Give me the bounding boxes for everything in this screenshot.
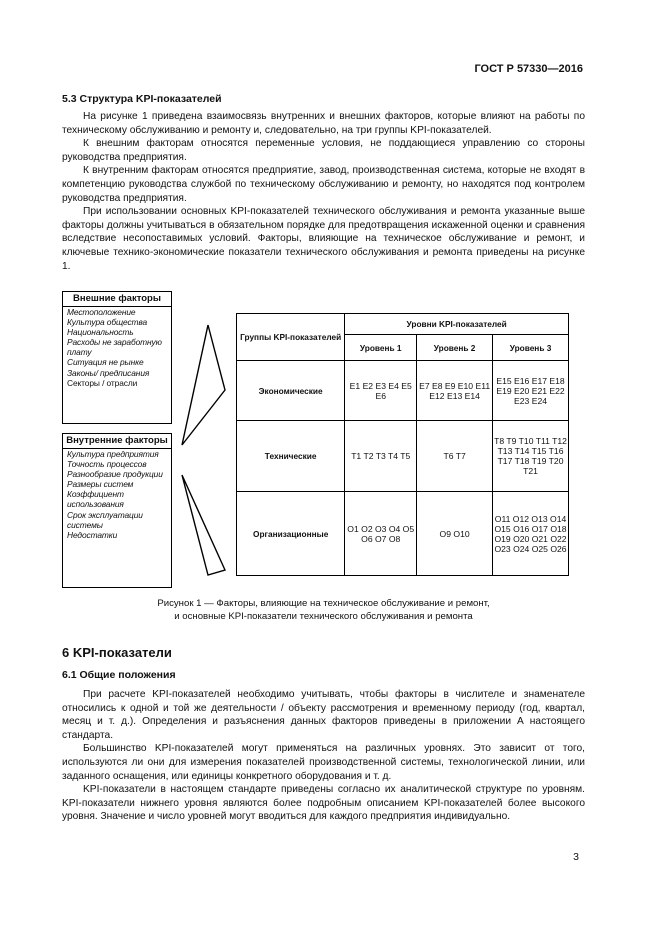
paragraph: Большинство KPI-показателей могут применяться на различных уровнях. Это зависит от того, используются ли они для измерения показателей производственной системы, технологической линии, или заданного оснащения, или единицы конкретного оборудования и т. д. <box>62 743 585 782</box>
table-row <box>237 361 569 421</box>
factor-item: Законы/ предписания <box>67 367 150 378</box>
caption-line: и основные KPI-показатели технического обслуживания и ремонта <box>174 610 473 622</box>
section-5-3-title: 5.3 Структура KPI-показателей <box>62 93 222 105</box>
section-5-3-body <box>62 110 585 273</box>
factor-item: Культура предприятия <box>67 449 159 459</box>
section-6-1-body <box>62 688 585 824</box>
factor-item: Точность процессов <box>67 459 147 470</box>
level-cell: T8 T9 T10 T11 T12 T13 T14 T15 T16 T17 T18 T19 T20 T21 <box>493 421 569 492</box>
factor-item: Ситуация не рынке <box>67 357 144 368</box>
internal-factors-box <box>62 433 172 588</box>
level-cell: O11 O12 O13 O14 O15 O16 O17 O18 O19 O20 O21 O22 O23 O24 O25 O26 <box>493 492 569 576</box>
factor-item: Размеры систем <box>67 479 134 490</box>
factor-item: Культура общества <box>67 317 148 328</box>
factor-item: Секторы / отрасли <box>67 377 138 388</box>
factor-item: Разнообразие продукции <box>67 469 163 480</box>
group-name: Технические <box>237 421 345 492</box>
factor-item: Расходы не заработную плату <box>67 337 162 358</box>
level-label: Уровень 1 <box>345 335 417 361</box>
level-cell: T1 T2 T3 T4 T5 <box>345 421 417 492</box>
page-number: 3 <box>573 851 579 863</box>
level-cell: E15 E16 E17 E18 E19 E20 E21 E22 E23 E24 <box>493 361 569 421</box>
factor-item: Недостатки <box>67 529 118 540</box>
figure-caption <box>62 598 585 623</box>
external-factors-title: Внешние факторы <box>63 292 171 307</box>
external-arrow-shape <box>182 325 225 445</box>
levels-header: Уровни KPI-показателей <box>345 314 569 335</box>
paragraph: На рисунке 1 приведена взаимосвязь внутренних и внешних факторов, которые влияют на работы по техническому обслуживанию и ремонту и, следовательно, на три группы KPI-показателей. <box>62 111 585 136</box>
table-row <box>237 421 569 492</box>
influence-arrows <box>180 315 230 585</box>
section-6-title: 6 KPI-показатели <box>62 645 172 660</box>
paragraph: KPI-показатели в настоящем стандарте приведены согласно их аналитической структуре по уровням. KPI-показатели нижнего уровня являются более подробным описанием KPI-показателей более высокого уровня. Значение и число уровней могут вводиться для каждого предприятия индивидуально. <box>62 784 585 823</box>
group-header: Группы KPI-показателей <box>237 314 345 361</box>
factor-item: Местоположение <box>67 307 136 317</box>
group-name: Экономические <box>237 361 345 421</box>
external-factors-box <box>62 291 172 424</box>
level-cell: O1 O2 O3 O4 O5 O6 O7 O8 <box>345 492 417 576</box>
paragraph: К внутренним факторам относятся предприятие, завод, производственная система, которые не входят в компетенцию руководства службой по техническому обслуживанию и ремонту, но находятся под контролем руководства предприятия. <box>62 165 585 204</box>
internal-factors-title: Внутренние факторы <box>63 434 171 449</box>
internal-arrow-shape <box>182 475 225 575</box>
group-name: Организационные <box>237 492 345 576</box>
level-cell: T6 T7 <box>417 421 493 492</box>
kpi-table <box>236 313 569 576</box>
paragraph: При расчете KPI-показателей необходимо учитывать, чтобы факторы в числителе и знаменателе относились к одной и той же деятельности / объекту рассмотрения и временному периоду (год, квартал, месяц и т. д.). Определения и разъяснения данных факторов приведены в приложении А настоящего стандарта. <box>62 689 585 741</box>
level-label: Уровень 2 <box>417 335 493 361</box>
level-cell: O9 O10 <box>417 492 493 576</box>
section-6-1-title: 6.1 Общие положения <box>62 669 176 681</box>
caption-line: Рисунок 1 — Факторы, влияющие на техническое обслуживание и ремонт, <box>157 598 490 609</box>
factor-item: Коэффициент использования <box>67 489 124 510</box>
level-label: Уровень 3 <box>493 335 569 361</box>
standard-header: ГОСТ Р 57330—2016 <box>474 63 583 75</box>
factor-item: Национальность <box>67 327 134 338</box>
level-cell: E1 E2 E3 E4 E5 E6 <box>345 361 417 421</box>
paragraph: При использовании основных KPI-показателей технического обслуживания и ремонта указанные выше факторы должны учитываться в обязательном порядке для предотвращения искаженной оценки и сравнения вследствие несопоставимых условий. Факторы, влияющие на техническое обслуживание и ремонт, и ключевые технико-экономические показатели технического обслуживания и ремонта приведены на рисунке 1. <box>62 206 585 272</box>
factor-item: Срок эксплуатации системы <box>67 509 143 530</box>
paragraph: К внешним факторам относятся переменные условия, не поддающиеся управлению со стороны руководства предприятия. <box>62 138 585 163</box>
level-cell: E7 E8 E9 E10 E11 E12 E13 E14 <box>417 361 493 421</box>
table-row <box>237 492 569 576</box>
